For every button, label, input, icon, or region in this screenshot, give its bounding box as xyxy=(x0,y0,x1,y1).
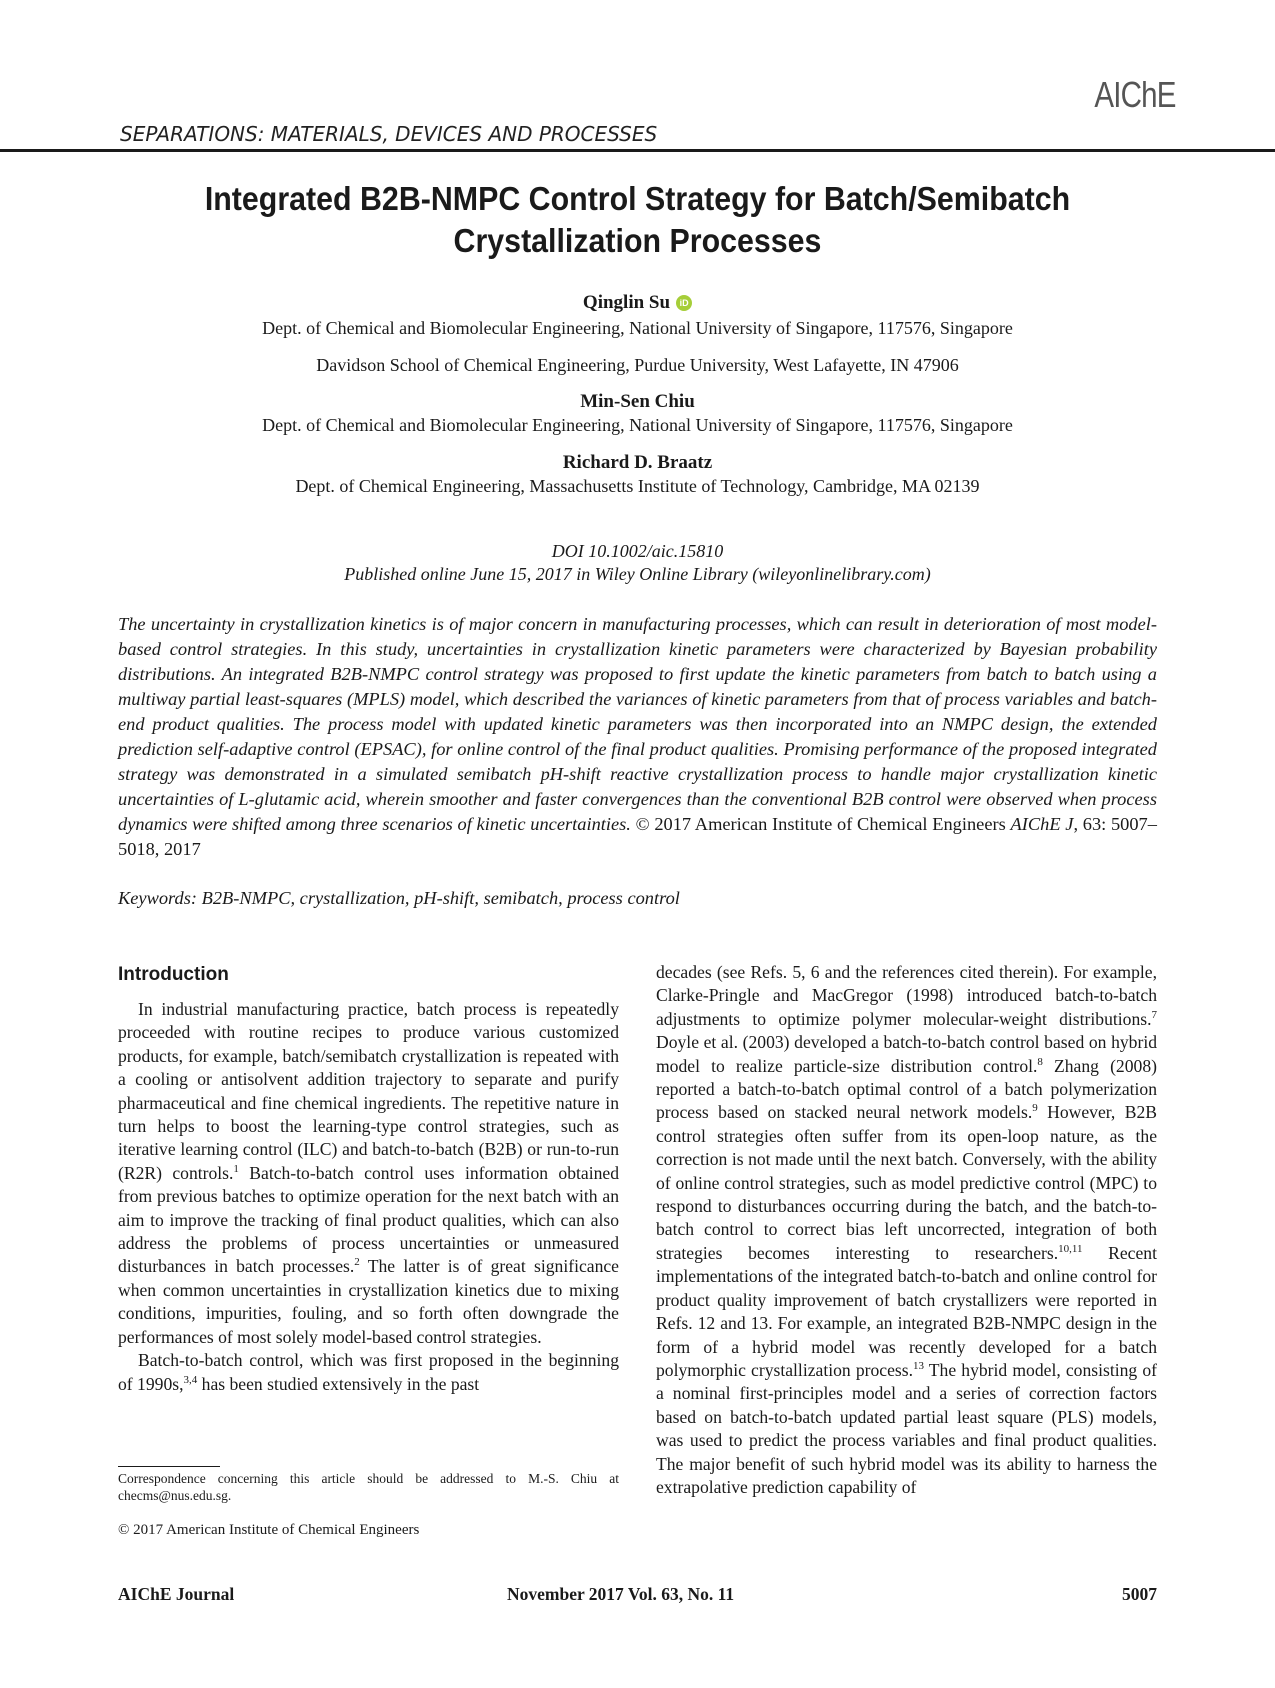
ref-link[interactable]: 10,11 xyxy=(1058,1243,1083,1256)
copyright: © 2017 American Institute of Chemical Engineers xyxy=(118,1522,420,1538)
section-heading: SEPARATIONS: MATERIALS, DEVICES AND PROCESSES xyxy=(120,122,658,146)
ref-link[interactable]: 2 xyxy=(354,1256,360,1269)
affiliation: Dept. of Chemical and Biomolecular Engineering, National University of Singapore, 117576, Singapore xyxy=(262,318,1013,338)
affiliation: Dept. of Chemical and Biomolecular Engineering, National University of Singapore, 117576, Singapore xyxy=(262,415,1013,435)
abstract-text: The uncertainty in crystallization kinetics is of major concern in manufacturing processes, which can result in deterioration of most model-based control strategies. In this study, uncertainties in crystallization kinetic parameters were characterized by Bayesian probability distributions. An integrated B2B-NMPC control strategy was proposed to first update the kinetic parameters from batch to batch using a multiway partial least-squares (MPLS) model, which described the variances of kinetic parameters from that of process variables and batch-end product qualities. The process model with updated kinetic parameters was then incorporated into an NMPC design, the extended prediction self-adaptive control (EPSAC), for online control of the final product qualities. Promising performance of the proposed integrated strategy was demonstrated in a simulated semibatch pH-shift reactive crystallization process to handle major crystallization kinetic uncertainties of L-glutamic acid, wherein smoother and faster convergences than the conventional B2B control were observed when process dynamics were shifted among three scenarios of kinetic uncertainties. xyxy=(118,614,1157,834)
intro-heading: Introduction xyxy=(118,964,229,985)
affiliation: Davidson School of Chemical Engineering, Purdue University, West Lafayette, IN 47906 xyxy=(316,355,959,375)
abstract-copyright: © 2017 American Institute of Chemical Engineers xyxy=(635,814,1006,834)
header-rule xyxy=(0,149,1275,152)
ref-link[interactable]: 7 xyxy=(1151,1008,1157,1021)
abstract xyxy=(118,612,1157,862)
title-line-2: Crystallization Processes xyxy=(453,222,822,259)
keywords: Keywords: B2B-NMPC, crystallization, pH-shift, semibatch, process control xyxy=(118,888,680,908)
doi[interactable]: DOI 10.1002/aic.15810 xyxy=(551,541,724,561)
paragraph: In industrial manufacturing practice, batch process is repeatedly proceeded with routine recipes to produce various customized products, for example, batch/semibatch crystallization is repeated with a cooling or antisolvent addition trajectory to separate and purify pharmaceutical and fine chemical ingredients. The repetitive nature in turn helps to boost the learning-type control strategies, such as iterative learning control (ILC) and batch-to-batch (B2B) or run-to-run (R2R) controls.$^1$ Batch-to-batch control uses information obtained from previous batches to optimize operation for the next batch with an aim to improve the tracking of final product qualities, which can also address the problems of process uncertainties or unmeasured disturbances in batch processes.$^2$ The latter is of great significance when common uncertainties in crystallization kinetics due to mixing conditions, impurities, fouling, and so forth often downgrade the performances of most solely model-based control strategies. xyxy=(118,999,619,1347)
author-name-3: Richard D. Braatz xyxy=(562,452,713,473)
author-name-1: Qinglin Su xyxy=(582,292,671,313)
affiliation: Dept. of Chemical Engineering, Massachusetts Institute of Technology, Cambridge, MA 02139 xyxy=(295,476,980,496)
right-column xyxy=(656,961,1157,1499)
journal-abbrev: AIChE J xyxy=(1010,814,1074,834)
footnote-rule xyxy=(118,1466,220,1467)
orcid-icon[interactable]: iD xyxy=(676,295,692,311)
footer-journal: AIChE Journal xyxy=(118,1584,235,1604)
ref-link[interactable]: 13 xyxy=(913,1360,924,1373)
paragraph: decades (see Refs. 5, 6 and the references cited therein). For example, Clarke-Pringle and MacGregor (1998) introduced batch-to-batch adjustments to optimize polymer molecular-weight distributions.$^7$ Doyle et al. (2003) developed a batch-to-batch control based on hybrid model to realize particle-size distribution control.$^8$ Zhang (2008) reported a batch-to-batch optimal control of a batch polymerization process based on stacked neural network models.$^9$ However, B2B control strategies often suffer from its open-loop nature, as the correction is not made until the next batch. Conversely, with the ability of online control strategies, such as model predictive control (MPC) to respond to disturbances occurring during the batch, and the batch-to-batch control to correct bias left uncorrected, integration of both strategies becomes interesting to researchers.$^{10,11}$ Recent implementations of the integrated batch-to-batch and online control for product quality improvement of batch crystallizers were reported in Refs. 12 and 13. For example, an integrated B2B-NMPC design in the form of a hybrid model was recently developed for a batch polymorphic crystallization process.$^{13}$ The hybrid model, consisting of a nominal first-principles model and a series of correction factors based on batch-to-batch updated partial least square (PLS) models, was used to predict the process variables and final product qualities. The major benefit of such hybrid model was its ability to harness the extrapolative prediction capability of xyxy=(656,962,1157,1497)
footer-issue: November 2017 Vol. 63, No. 11 xyxy=(507,1584,735,1604)
footnote: Correspondence concerning this article should be addressed to M.-S. Chiu at checms@nus.edu.sg. xyxy=(118,1471,619,1503)
author-name xyxy=(120,292,1155,314)
title-line-1: Integrated B2B-NMPC Control Strategy for Batch/Semibatch xyxy=(204,180,1071,217)
page-number: 5007 xyxy=(1122,1584,1157,1604)
ref-link[interactable]: 8 xyxy=(1037,1055,1043,1068)
author-name-2: Min-Sen Chiu xyxy=(580,391,695,412)
published-info: Published online June 15, 2017 in Wiley Online Library (wileyonlinelibrary.com) xyxy=(344,564,931,584)
ref-link[interactable]: 1 xyxy=(233,1162,239,1175)
citation: , 63: 5007–5018, 2017 xyxy=(118,814,1157,859)
left-column xyxy=(118,998,619,1396)
article-title xyxy=(143,178,1132,262)
journal-logo: AIChE xyxy=(1094,74,1176,115)
ref-link[interactable]: 3,4 xyxy=(183,1373,198,1386)
paragraph: Batch-to-batch control, which was first proposed in the beginning of 1990s,$^{3,4}$ has been studied extensively in the past xyxy=(118,1350,619,1394)
ref-link[interactable]: 9 xyxy=(1032,1102,1038,1115)
